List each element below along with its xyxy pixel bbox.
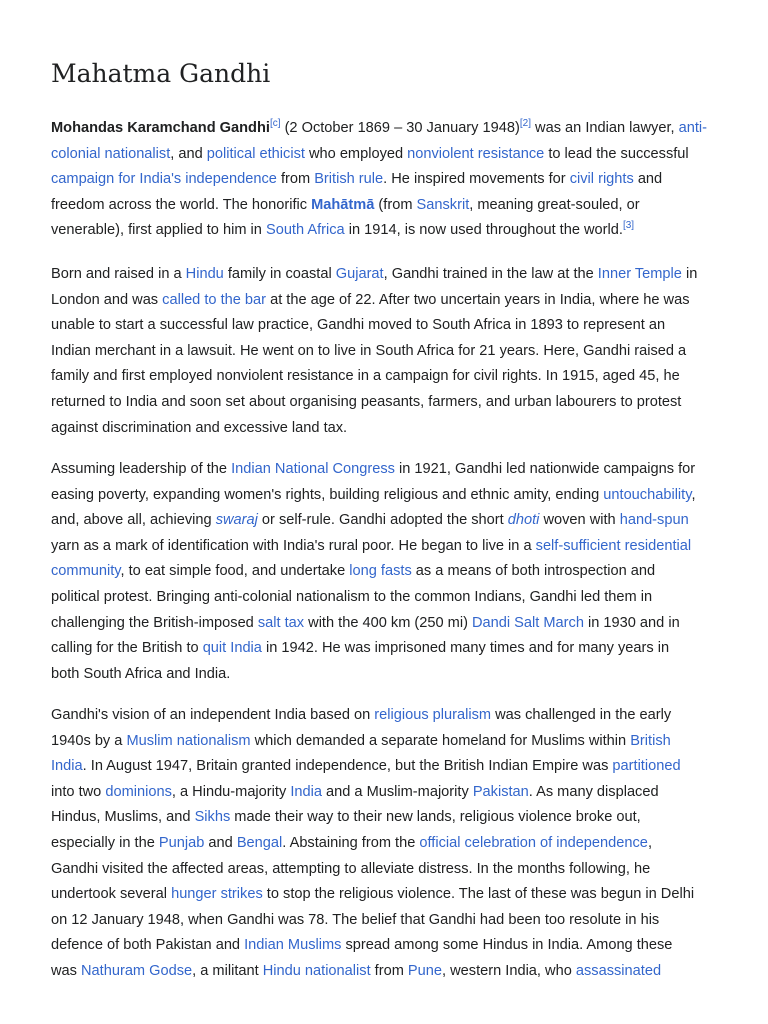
text-line (51, 585, 723, 611)
link-dominions[interactable]: dominions (105, 783, 172, 800)
link-salt-tax[interactable]: salt tax (257, 614, 305, 631)
body-text: yarn as a mark of identification with India's rural poor. He began to live in a (51, 537, 536, 554)
link-quit-india[interactable]: quit India (202, 640, 262, 657)
link-hand-spun[interactable]: hand-spun (619, 512, 689, 529)
link-long-fasts[interactable]: long fasts (349, 563, 412, 580)
body-text: which demanded a separate homeland for Muslims within (250, 732, 631, 749)
body-text: London and was (51, 291, 163, 308)
lead-paragraph-1 (51, 116, 723, 244)
text-line (51, 288, 723, 314)
text-line (51, 882, 723, 908)
text-line (51, 559, 723, 585)
body-text: both South Africa and India. (51, 665, 231, 682)
link-british[interactable]: British (630, 732, 671, 749)
text-line (51, 703, 723, 729)
text-line (51, 116, 723, 142)
lead-paragraph-3 (51, 457, 723, 687)
body-text: defence of both Pakistan and (51, 937, 245, 954)
body-text: Assuming leadership of the (51, 461, 232, 477)
body-text: in (681, 266, 698, 282)
text-line (51, 611, 723, 637)
link-hindu-nationalist[interactable]: Hindu nationalist (262, 962, 371, 979)
link-indian-national-congress[interactable]: Indian National Congress (231, 461, 395, 477)
citation-ref[interactable]: [3] (622, 220, 635, 232)
body-text: from (370, 962, 408, 979)
body-text: was (51, 962, 82, 979)
body-text: who employed (304, 145, 408, 162)
link-religious-pluralism[interactable]: religious pluralism (374, 707, 492, 723)
body-text: , meaning great-souled, or (469, 196, 640, 213)
text-line (51, 218, 723, 244)
link-south-africa[interactable]: South Africa (265, 222, 345, 239)
body-text: , a Hindu-majority (171, 783, 291, 800)
link-gujarat[interactable]: Gujarat (335, 266, 384, 282)
link-official-celebration-of-independence[interactable]: official celebration of independence (419, 834, 648, 851)
body-text: and (633, 171, 663, 188)
text-line (51, 780, 723, 806)
body-text: spread among some Hindus in India. Among these (341, 937, 673, 954)
body-text: to lead the successful (544, 145, 689, 162)
link-bengal[interactable]: Bengal (236, 834, 283, 851)
text-line (51, 729, 723, 755)
body-text: freedom across the world. The honorific (51, 196, 312, 213)
text-line (51, 959, 723, 985)
link-anti[interactable]: anti- (678, 120, 708, 136)
body-text: with the 400 km (250 mi) (304, 614, 472, 631)
body-text: , to eat simple food, and undertake (120, 563, 350, 580)
body-text: unable to start a successful law practice, Gandhi moved to South Africa in 1893 to represent an (51, 317, 666, 334)
link-self-sufficient-residential[interactable]: self-sufficient residential (535, 537, 692, 554)
body-text: was challenged in the early (491, 707, 672, 723)
link-sikhs[interactable]: Sikhs (194, 809, 231, 826)
body-text: and a Muslim-majority (321, 783, 473, 800)
body-text: woven with (539, 512, 620, 529)
text-line (51, 262, 723, 288)
body-text: . Abstaining from the (282, 834, 420, 851)
body-text: , Gandhi trained in the law at the (383, 266, 598, 282)
body-text: especially in the (51, 834, 159, 851)
body-text: or self-rule. Gandhi adopted the short (257, 512, 508, 529)
link-dhoti[interactable]: dhoti (507, 512, 540, 529)
text-line (51, 534, 723, 560)
text-line (51, 933, 723, 959)
body-text: in 1942. He was imprisoned many times and for many years in (261, 640, 670, 657)
body-text: (from (374, 196, 417, 213)
text-line (51, 416, 723, 442)
body-text: to stop the religious violence. The last of these was begun in Delhi (262, 886, 695, 903)
link-british-rule[interactable]: British rule (314, 171, 384, 188)
body-text: in 1930 and in (583, 614, 680, 631)
text-line (51, 662, 723, 688)
body-text: . As many displaced (528, 783, 659, 800)
link-pakistan[interactable]: Pakistan (472, 783, 529, 800)
body-text: (2 October 1869 – 30 January 1948) (280, 120, 520, 136)
text-line (51, 142, 723, 168)
page-title: Mahatma Gandhi (51, 59, 271, 88)
link-mah-tm[interactable]: Mahātmā (311, 196, 375, 213)
text-line (51, 857, 723, 883)
body-text: Born and raised in a (51, 266, 186, 282)
link-swaraj[interactable]: swaraj (215, 512, 258, 529)
text-line (51, 457, 723, 483)
link-dandi-salt-march[interactable]: Dandi Salt March (472, 614, 584, 631)
text-line (51, 313, 723, 339)
body-text: Gandhi's vision of an independent India based on (51, 707, 375, 723)
text-line (51, 339, 723, 365)
link-hunger-strikes[interactable]: hunger strikes (171, 886, 263, 903)
body-text: in 1921, Gandhi led nationwide campaigns for (394, 461, 696, 477)
link-political-ethicist[interactable]: political ethicist (206, 145, 305, 162)
link-colonial-nationalist[interactable]: colonial nationalist (51, 145, 171, 162)
citation-ref[interactable]: [c] (269, 118, 281, 130)
lead-paragraph-4 (51, 703, 723, 985)
body-text: , (647, 834, 652, 851)
body-text: into two (51, 783, 106, 800)
text-line (51, 193, 723, 219)
body-text: made their way to their new lands, religious violence broke out, (230, 809, 641, 826)
link-sanskrit[interactable]: Sanskrit (416, 196, 470, 213)
body-text: from (276, 171, 315, 188)
link-partitioned[interactable]: partitioned (612, 758, 681, 775)
body-text: and (204, 834, 237, 851)
body-text: family in coastal (223, 266, 336, 282)
text-line (51, 483, 723, 509)
body-text: on 12 January 1948, when Gandhi was 78. The belief that Gandhi had been too resolute in his (51, 911, 660, 928)
link-pune[interactable]: Pune (407, 962, 443, 979)
text-line (51, 167, 723, 193)
body-text: easing poverty, expanding women's rights, building religious and ethnic amity, ending (51, 486, 604, 503)
body-text: at the age of 22. After two uncertain years in India, where he was (266, 291, 690, 308)
body-text: Indian merchant in a lawsuit. He went on to live in South Africa for 21 years. Here, Gandhi raised a (51, 342, 687, 359)
subject-name: Mohandas Karamchand Gandhi (51, 120, 270, 136)
text-line (51, 831, 723, 857)
link-civil-rights[interactable]: civil rights (569, 171, 634, 188)
link-inner-temple[interactable]: Inner Temple (597, 266, 682, 282)
link-called-to-the-bar[interactable]: called to the bar (162, 291, 267, 308)
text-line (51, 908, 723, 934)
body-text: , western India, who (442, 962, 576, 979)
body-text: , a militant (192, 962, 263, 979)
link-india[interactable]: India (290, 783, 322, 800)
link-community[interactable]: community (51, 563, 121, 580)
body-text: in 1914, is now used throughout the world. (344, 222, 623, 239)
citation-ref[interactable]: [2] (519, 118, 531, 130)
link-untouchability[interactable]: untouchability (603, 486, 692, 503)
body-text: . He inspired movements for (383, 171, 570, 188)
body-text: , (691, 486, 696, 503)
body-text: challenging the British-imposed (51, 614, 258, 631)
body-text: political protest. Bringing anti-colonial nationalism to the common Indians, Gandhi led them in (51, 588, 653, 605)
body-text: venerable), first applied to him in (51, 222, 266, 239)
body-text: calling for the British to (51, 640, 203, 657)
link-india[interactable]: India (51, 758, 83, 775)
text-line (51, 364, 723, 390)
text-line (51, 390, 723, 416)
link-nonviolent-resistance[interactable]: nonviolent resistance (407, 145, 545, 162)
body-text: against discrimination and excessive land tax. (51, 419, 348, 436)
body-text: , and (170, 145, 207, 162)
body-text: Gandhi visited the affected areas, attempting to alleviate distress. In the months following, he (51, 860, 651, 877)
body-text: 1940s by a (51, 732, 127, 749)
link-punjab[interactable]: Punjab (158, 834, 205, 851)
body-text: . In August 1947, Britain granted independence, but the British Indian Empire was (82, 758, 613, 775)
link-assassinated[interactable]: assassinated (575, 962, 662, 979)
body-text: as a means of both introspection and (411, 563, 656, 580)
lead-paragraph-2 (51, 262, 723, 441)
body-text: undertook several (51, 886, 172, 903)
body-text: Hindus, Muslims, and (51, 809, 195, 826)
text-line (51, 754, 723, 780)
body-text: was an Indian lawyer, (530, 120, 679, 136)
body-text: and, above all, achieving (51, 512, 216, 529)
body-text: returned to India and soon set about organising peasants, farmers, and urban labourers to protest (51, 393, 682, 410)
link-hindu[interactable]: Hindu (185, 266, 224, 282)
link-indian-muslims[interactable]: Indian Muslims (244, 937, 342, 954)
link-nathuram-godse[interactable]: Nathuram Godse (81, 962, 193, 979)
text-line (51, 805, 723, 831)
body-text: family and first employed nonviolent resistance in a campaign for civil rights. In 1915, aged 45, he (51, 368, 680, 385)
text-line (51, 636, 723, 662)
link-campaign-for-india-s-independence[interactable]: campaign for India's independence (51, 171, 277, 188)
link-muslim-nationalism[interactable]: Muslim nationalism (126, 732, 251, 749)
text-line (51, 508, 723, 534)
